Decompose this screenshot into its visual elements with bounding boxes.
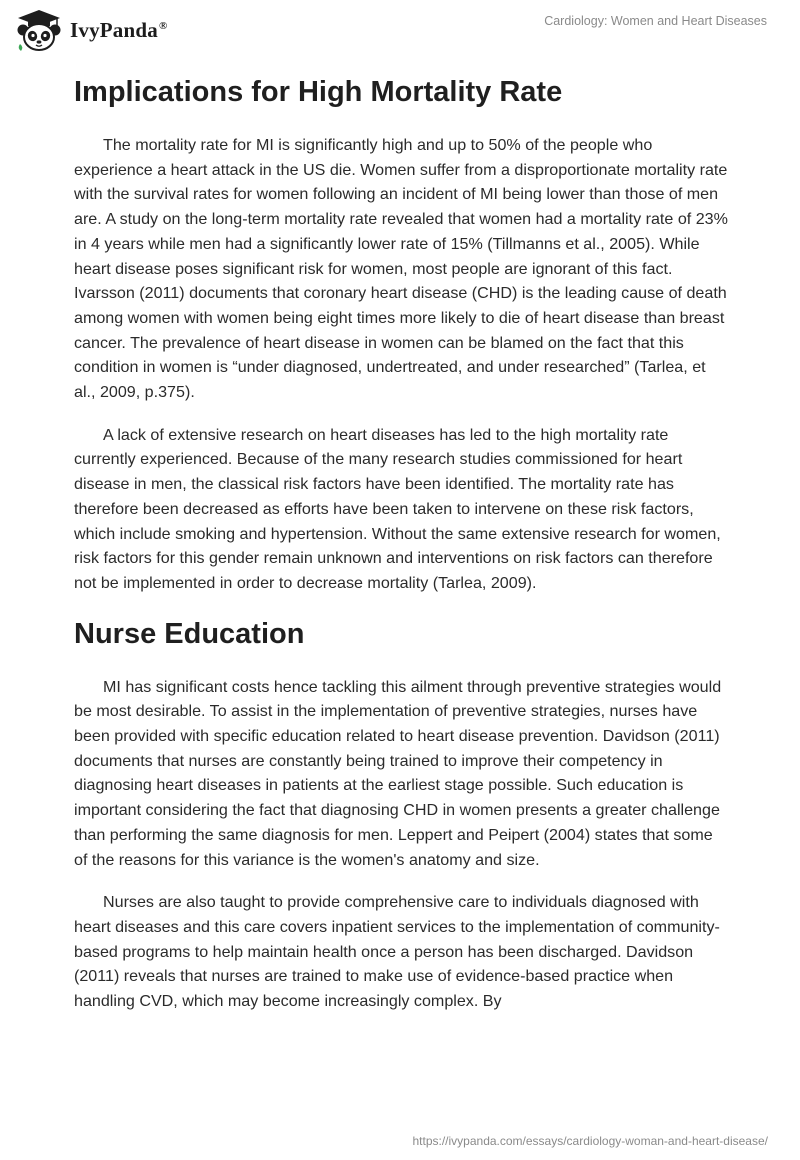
registered-mark: ® bbox=[158, 19, 168, 32]
paragraph: A lack of extensive research on heart diseases has led to the high mortality rate currently experienced. Because of the many research studies commissioned for heart disease in men, the classical risk factors have been identified. The mortality rate has therefore been decreased as efforts have been taken to intervene on these risk factors, which include smoking and hypertension. Without the same extensive research for women, risk factors for this gender remain unknown and interventions on risk factors can therefore not be implemented in order to decrease mortality (Tarlea, 2009). bbox=[74, 425, 721, 592]
page-header bbox=[0, 0, 800, 60]
section-heading-nurse-education: Nurse Education bbox=[74, 617, 305, 650]
paragraph: The mortality rate for MI is significantly high and up to 50% of the people who experience a heart attack in the US die. Women suffer from a disproportionate mortality rate with the survival rates for women following an incident of MI being lower than those of men are. A study on the long-term mortality rate revealed that women had a mortality rate of 23% in 4 years while men had a significantly lower rate of 15% (Tillmanns et al., 2005). While heart disease poses significant risk for women, most people are ignorant of this fact. Ivarsson (2011) documents that coronary heart disease (CHD) is the leading cause of death among women with women being eight times more likely to die of heart disease than breast cancer. The prevalence of heart disease in women can be blamed on the fact that this condition in women is “under diagnosed, undertreated, and under researched” (Tarlea, et al., 2009, p.375). bbox=[74, 136, 728, 402]
paragraph: Nurses are also taught to provide comprehensive care to individuals diagnosed with heart diseases and this care covers inpatient services to the implementation of community-based programs to help maintain health once a person has been discharged. Davidson (2011) reveals that nurses are trained to make use of evidence-based practice when handling CVD, which may become increasingly complex. By bbox=[74, 893, 720, 1011]
document-title: Cardiology: Women and Heart Diseases bbox=[544, 14, 767, 28]
section-heading-mortality: Implications for High Mortality Rate bbox=[74, 76, 563, 108]
brand-name: IvyPanda® bbox=[70, 17, 168, 42]
source-url[interactable]: https://ivypanda.com/essays/cardiology-woman-and-heart-disease/ bbox=[412, 1134, 768, 1148]
panda-graduate-icon bbox=[14, 8, 64, 52]
paragraph: MI has significant costs hence tackling this ailment through preventive strategies would be most desirable. To assist in the implementation of preventive strategies, nurses have been provided with specific education related to heart disease prevention. Davidson (2011) documents that nurses are constantly being trained to improve their competency in diagnosing heart diseases in patients at the earliest stage possible. Such education is important considering the fact that diagnosing CHD in women presents a greater challenge than performing the same diagnosis for men. Leppert and Peipert (2004) states that some of the reasons for this variance is the women's anatomy and size. bbox=[74, 677, 722, 869]
article-body bbox=[74, 70, 730, 1014]
site-logo[interactable] bbox=[14, 8, 167, 52]
